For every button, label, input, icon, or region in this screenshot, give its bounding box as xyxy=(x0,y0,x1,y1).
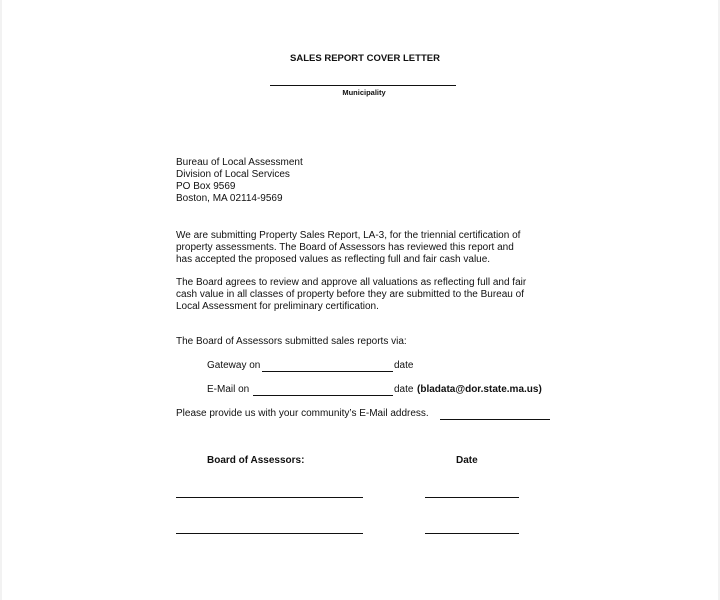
address-line-2: Division of Local Services xyxy=(176,169,290,180)
submitted-via-text: The Board of Assessors submitted sales reports via: xyxy=(176,336,407,347)
provide-email-text: Please provide us with your community’s E-Mail address. xyxy=(176,408,429,419)
gateway-label: Gateway on xyxy=(207,360,261,371)
email-address: (bladata@dor.state.ma.us) xyxy=(417,384,542,395)
signature-line[interactable] xyxy=(176,497,363,498)
document-title: SALES REPORT COVER LETTER xyxy=(290,53,440,64)
paragraph-line: The Board agrees to review and approve all valuations as reflecting full and fair xyxy=(176,277,527,288)
date-column-label: Date xyxy=(456,455,478,466)
signature-line[interactable] xyxy=(176,533,363,534)
paragraph-line: cash value in all classes of property before they are submitted to the Bureau of xyxy=(176,289,524,300)
signature-date-line[interactable] xyxy=(425,533,519,534)
paragraph-line: We are submitting Property Sales Report, LA-3, for the triennial certification of xyxy=(176,230,521,241)
paragraph-line: Local Assessment for preliminary certification. xyxy=(176,301,379,312)
paragraph-line: property assessments. The Board of Assessors has reviewed this report and xyxy=(176,242,514,253)
email-date-line[interactable] xyxy=(253,395,393,396)
paragraph-agreement xyxy=(176,277,556,313)
gateway-date-line[interactable] xyxy=(262,371,393,372)
board-of-assessors-label: Board of Assessors: xyxy=(207,455,305,466)
email-label: E-Mail on xyxy=(207,384,250,395)
paragraph-submission xyxy=(176,230,556,266)
address-line-3: PO Box 9569 xyxy=(176,181,236,192)
community-email-line[interactable] xyxy=(440,419,550,420)
gateway-date-label: date xyxy=(394,360,414,371)
paragraph-line: has accepted the proposed values as reflecting full and fair cash value. xyxy=(176,254,491,265)
address-line-4: Boston, MA 02114-9569 xyxy=(176,193,283,204)
municipality-label: Municipality xyxy=(342,88,386,97)
document-page xyxy=(2,0,718,600)
signature-date-line[interactable] xyxy=(425,497,519,498)
address-line-1: Bureau of Local Assessment xyxy=(176,157,303,168)
email-date-label: date xyxy=(394,384,414,395)
municipality-line xyxy=(270,85,456,86)
